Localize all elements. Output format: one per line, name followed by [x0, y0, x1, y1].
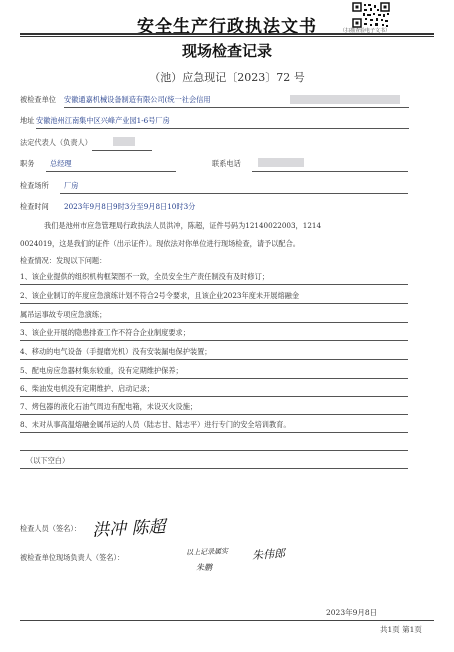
title-rule-thick	[20, 33, 434, 35]
finding-item: 8、未对从事高温熔融金属吊运的人员（陆志甘、陆志平）进行专门的安全培训教育。	[20, 420, 291, 429]
finding-item: 属吊运事故专项应急演练；	[20, 310, 107, 319]
finding-underline	[20, 378, 408, 379]
finding-item: 5、配电房应急器材集东较重，没有定期维护保养；	[20, 366, 183, 375]
responsible-signature-note: 以上记录属实	[185, 547, 229, 557]
blank-underline	[20, 468, 408, 469]
inspectors-signature: 洪冲 陈超	[91, 517, 167, 541]
responsible-signature-name: 朱鹏	[196, 563, 212, 572]
intro-line-2: 0024019，这是我们的证件（出示证件）。现依法对你单位进行现场检查，请予以配合。	[20, 239, 300, 248]
blank-underline	[20, 450, 408, 451]
time-label: 检查时间	[20, 202, 49, 211]
document-date: 2023年9月8日	[326, 608, 378, 617]
inspected-unit-value: 安徽通嘉机械设备制造有限公司(统一社会信用	[64, 95, 211, 104]
finding-underline	[20, 322, 408, 323]
title-rule-thin	[20, 36, 434, 37]
redacted-block	[113, 137, 135, 146]
address-value: 安徽池州江南集中区兴峰产业园1-6号厂房	[36, 116, 170, 125]
field-underline	[92, 150, 152, 151]
phone-label: 联系电话	[212, 159, 241, 168]
field-underline	[60, 193, 408, 194]
qr-caption: （扫描查验电子文书）	[340, 28, 391, 34]
document-number: （池）应急现记〔2023〕72 号	[149, 71, 305, 84]
responsible-signature-name: 朱伟郎	[251, 546, 286, 563]
finding-underline	[20, 432, 408, 433]
page-info: 共1页 第1页	[380, 625, 422, 634]
finding-underline	[20, 303, 408, 304]
field-underline	[36, 128, 409, 129]
footer-rule	[20, 620, 434, 621]
finding-underline	[20, 284, 408, 285]
finding-item: 6、柴油发电机没有定期维护、启动记录；	[20, 384, 154, 393]
finding-item: 3、该企业开展的隐患排查工作不符合企业制度要求；	[20, 328, 190, 337]
document-title: 安全生产行政执法文书	[137, 17, 317, 37]
time-value: 2023年9月8日9时3分至9月8日10时3分	[64, 202, 196, 211]
finding-underline	[20, 359, 408, 360]
field-underline	[64, 107, 409, 108]
finding-underline	[20, 396, 408, 397]
inspected-unit-label: 被检查单位	[20, 95, 56, 104]
intro-line-1: 我们是池州市应急管理局行政执法人员洪冲，陈超，证件号码为12140022003，1214	[44, 221, 322, 230]
responsible-signature-label: 被检查单位现场负责人（签名）：	[20, 553, 125, 562]
document-subtitle: 现场检查记录	[181, 42, 272, 60]
field-underline	[252, 171, 408, 172]
place-value: 厂房	[64, 181, 79, 190]
finding-underline	[20, 340, 408, 341]
place-label: 检查场所	[20, 181, 49, 190]
position-value: 总经理	[50, 159, 72, 168]
finding-item: 2、该企业制订的年度应急演练计划不符合2号令要求，且该企业2023年度未开展熔融金	[20, 291, 300, 300]
inspectors-signature-label: 检查人员（签名）：	[20, 524, 82, 533]
finding-underline	[20, 414, 408, 415]
finding-item: 7、烤包器的液化石油气周边有配电箱，未设灭火设施；	[20, 402, 198, 411]
findings-header: 检查情况：发现以下问题：	[20, 256, 107, 265]
position-label: 职务	[20, 159, 35, 168]
blank-note: （以下空白）	[26, 456, 70, 465]
legal-rep-label: 法定代表人（负责人）	[20, 138, 92, 147]
finding-item: 4、移动的电气设备（手提磨光机）没有安装漏电保护装置；	[20, 347, 212, 356]
redacted-block	[290, 95, 400, 104]
redacted-block	[258, 158, 304, 167]
finding-item: 1、该企业提供的组织机构框架图不一致，全员安全生产责任制没有及时修订；	[20, 272, 269, 281]
field-underline	[46, 171, 176, 172]
address-label: 地址	[20, 116, 35, 125]
